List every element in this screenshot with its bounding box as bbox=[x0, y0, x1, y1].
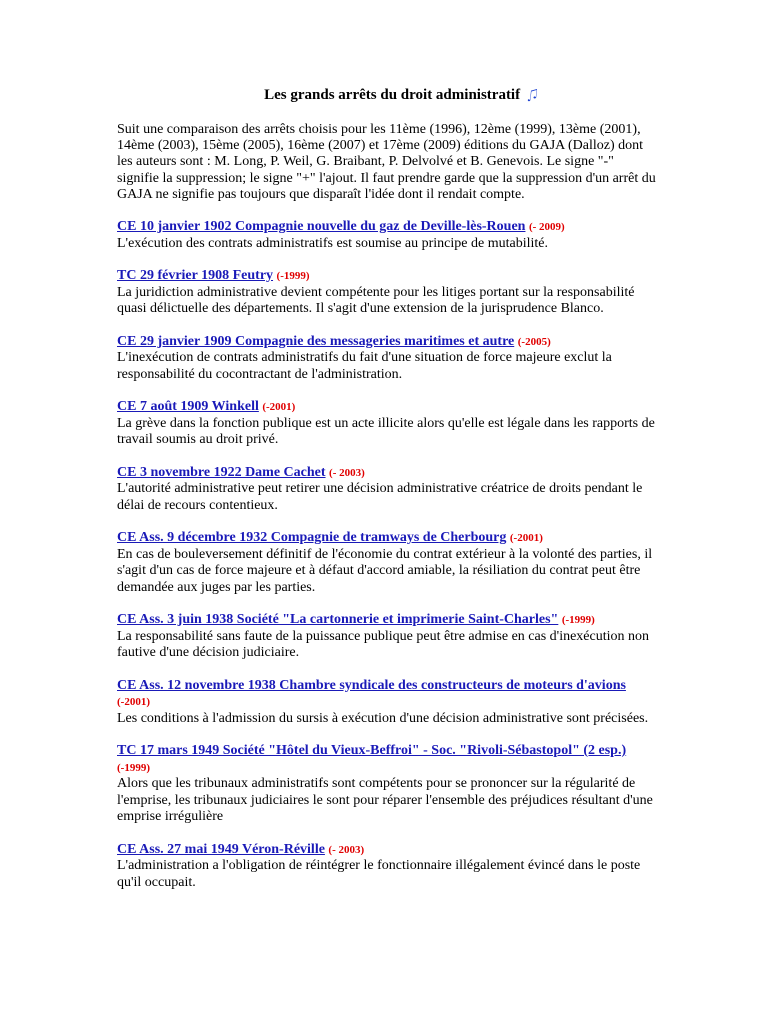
ruling-link[interactable]: CE 10 janvier 1902 Compagnie nouvelle du gaz de Deville-lès-Rouen bbox=[117, 219, 526, 235]
ruling-list bbox=[117, 219, 657, 891]
edition-tag: (-1999) bbox=[117, 761, 150, 774]
ruling-entry bbox=[117, 530, 657, 596]
ruling-entry bbox=[117, 334, 657, 384]
ruling-entry bbox=[117, 743, 657, 826]
page-title-row bbox=[117, 86, 657, 104]
edition-tag: (-2001) bbox=[117, 696, 150, 709]
ruling-entry bbox=[117, 268, 657, 318]
page-title: Les grands arrêts du droit administratif bbox=[264, 87, 521, 103]
edition-tag: (-2005) bbox=[517, 335, 551, 348]
ruling-link[interactable]: CE Ass. 3 juin 1938 Société "La cartonnerie et imprimerie Saint-Charles" bbox=[117, 612, 559, 628]
ruling-link[interactable]: CE 29 janvier 1909 Compagnie des messageries maritimes et autre bbox=[117, 333, 515, 349]
ruling-link[interactable]: CE Ass. 12 novembre 1938 Chambre syndicale des constructeurs de moteurs d'avions bbox=[117, 677, 626, 693]
ruling-description: La grève dans la fonction publique est un acte illicite alors qu'elle est légale dans les rapports de travail soumis au droit privé. bbox=[117, 415, 655, 448]
ruling-description: La juridiction administrative devient compétente pour les litiges portant sur la responsabilité quasi délictuelle des départements. Il s'agit d'une extension de la jurisprudence Blanco. bbox=[117, 284, 635, 317]
ruling-entry bbox=[117, 219, 657, 252]
ruling-entry bbox=[117, 465, 657, 515]
ruling-description: L'administration a l'obligation de réintégrer le fonctionnaire illégalement évincé dans le poste qu'il occupait. bbox=[117, 858, 641, 890]
edition-tag: (-1999) bbox=[561, 614, 595, 627]
ruling-link[interactable]: CE Ass. 9 décembre 1932 Compagnie de tramways de Cherbourg bbox=[117, 530, 507, 546]
intro-paragraph: Suit une comparaison des arrêts choisis pour les 11ème (1996), 12ème (1999), 13ème (2001), 14ème (2003), 15ème (2005), 16ème (2007) et 17ème (2009) éditions du GAJA (Dalloz) dont les auteurs sont : M. Long, P. Weil, G. Braibant, P. Delvolvé et B. Genevois. Le signe "-" signifie la suppression; le signe "+" l'ajout. Il faut prendre garde que la suppression d'un arrêt du GAJA ne signifie pas toujours que disparaît l'idée dont il rendait compte. bbox=[117, 122, 656, 202]
ruling-entry bbox=[117, 678, 657, 728]
ruling-link[interactable]: CE Ass. 27 mai 1949 Véron-Réville bbox=[117, 841, 325, 857]
ruling-link[interactable]: CE 3 novembre 1922 Dame Cachet bbox=[117, 464, 326, 480]
ruling-link[interactable]: CE 7 août 1909 Winkell bbox=[117, 399, 259, 415]
ruling-description: L'inexécution de contrats administratifs du fait d'une situation de force majeure exclut la responsabilité du cocontractant de l'administration. bbox=[117, 350, 612, 382]
ruling-entry bbox=[117, 399, 657, 449]
edition-tag: (- 2003) bbox=[329, 466, 365, 479]
ruling-description: L'exécution des contrats administratifs est soumise au principe de mutabilité. bbox=[117, 235, 548, 251]
ruling-description: En cas de bouleversement définitif de l'économie du contrat extérieur à la volonté des parties, il s'agit d'un cas de force majeure et à défaut d'accord amiable, la résiliation du contrat peut être demandée aux juges par les parties. bbox=[117, 546, 653, 595]
ruling-description: L'autorité administrative peut retirer une décision administrative créatrice de droits pendant le délai de recours contentieux. bbox=[117, 481, 643, 513]
ruling-link[interactable]: TC 29 février 1908 Feutry bbox=[117, 268, 274, 284]
document-page bbox=[117, 86, 657, 907]
edition-tag: (- 2009) bbox=[528, 221, 565, 234]
edition-tag: (-2001) bbox=[262, 401, 296, 414]
edition-tag: (-1999) bbox=[276, 270, 310, 283]
ruling-link[interactable]: TC 17 mars 1949 Société "Hôtel du Vieux-Beffroi" - Soc. "Rivoli-Sébastopol" (2 esp.) bbox=[117, 743, 627, 759]
ruling-description: Alors que les tribunaux administratifs sont compétents pour se prononcer sur la régularité de l'emprise, les tribunaux judiciaires le sont pour réparer l'ensemble des préjudices résultant d'une emprise irrégulière bbox=[117, 776, 653, 825]
ruling-description: Les conditions à l'admission du sursis à exécution d'une décision administrative sont précisées. bbox=[117, 710, 649, 726]
music-note-icon bbox=[527, 89, 538, 102]
ruling-description: La responsabilité sans faute de la puissance publique peut être admise en cas d'inexécution non fautive d'une décision judiciaire. bbox=[117, 628, 650, 661]
ruling-entry bbox=[117, 612, 657, 662]
edition-tag: (-2001) bbox=[509, 532, 543, 545]
ruling-entry bbox=[117, 842, 657, 892]
edition-tag: (- 2003) bbox=[328, 843, 365, 856]
